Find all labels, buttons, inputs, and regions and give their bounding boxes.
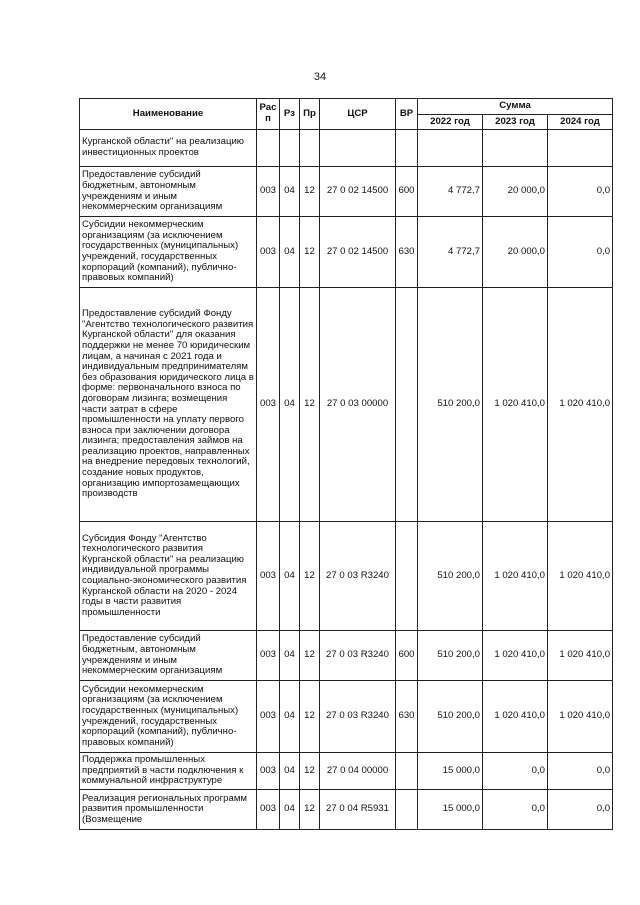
cell-y2022: 4 772,7 — [418, 217, 483, 288]
cell-y2024: 1 020 410,0 — [548, 681, 613, 753]
cell-name: Предоставление субсидий бюджетным, автономным учреждениям и иным некоммерческим организациям — [80, 631, 257, 681]
cell-ras: 003 — [257, 522, 280, 631]
cell-y2024: 0,0 — [548, 753, 613, 790]
cell-rz: 04 — [280, 790, 300, 830]
table-row — [80, 681, 613, 753]
header-2023: 2023 год — [483, 115, 548, 130]
table-row — [80, 753, 613, 790]
cell-rz: 04 — [280, 167, 300, 217]
cell-vr: 630 — [396, 217, 418, 288]
cell-y2024: 0,0 — [548, 167, 613, 217]
cell-csr: 27 0 02 14500 — [320, 167, 396, 217]
cell-rz: 04 — [280, 681, 300, 753]
cell-vr: 600 — [396, 167, 418, 217]
cell-pr — [300, 130, 320, 167]
cell-y2023: 0,0 — [483, 790, 548, 830]
cell-ras — [257, 130, 280, 167]
cell-ras: 003 — [257, 288, 280, 522]
cell-name: Реализация региональных программ развития промышленности (Возмещение — [80, 790, 257, 830]
cell-vr — [396, 790, 418, 830]
cell-y2024: 1 020 410,0 — [548, 631, 613, 681]
cell-rz — [280, 130, 300, 167]
cell-ras: 003 — [257, 753, 280, 790]
table-row — [80, 522, 613, 631]
cell-pr: 12 — [300, 217, 320, 288]
cell-y2022 — [418, 130, 483, 167]
header-2024: 2024 год — [548, 115, 613, 130]
table-row — [80, 631, 613, 681]
cell-y2024: 1 020 410,0 — [548, 522, 613, 631]
cell-y2022: 510 200,0 — [418, 288, 483, 522]
cell-y2022: 15 000,0 — [418, 790, 483, 830]
cell-y2023: 1 020 410,0 — [483, 288, 548, 522]
cell-y2023: 20 000,0 — [483, 167, 548, 217]
table-row — [80, 167, 613, 217]
cell-pr: 12 — [300, 681, 320, 753]
cell-vr: 600 — [396, 631, 418, 681]
cell-pr: 12 — [300, 631, 320, 681]
header-csr: ЦСР — [320, 99, 396, 130]
cell-y2024: 0,0 — [548, 790, 613, 830]
header-pr: Пр — [300, 99, 320, 130]
cell-csr: 27 0 04 00000 — [320, 753, 396, 790]
table-row — [80, 217, 613, 288]
cell-rz: 04 — [280, 217, 300, 288]
cell-csr — [320, 130, 396, 167]
cell-csr: 27 0 03 00000 — [320, 288, 396, 522]
header-name: Наименование — [80, 99, 257, 130]
cell-csr: 27 0 03 R3240 — [320, 522, 396, 631]
cell-ras: 003 — [257, 217, 280, 288]
cell-y2022: 15 000,0 — [418, 753, 483, 790]
table-row — [80, 790, 613, 830]
cell-csr: 27 0 04 R5931 — [320, 790, 396, 830]
cell-y2022: 510 200,0 — [418, 631, 483, 681]
table-row — [80, 288, 613, 522]
cell-rz: 04 — [280, 288, 300, 522]
cell-y2024: 0,0 — [548, 217, 613, 288]
cell-ras: 003 — [257, 790, 280, 830]
cell-vr — [396, 522, 418, 631]
cell-vr: 630 — [396, 681, 418, 753]
cell-csr: 27 0 03 R3240 — [320, 681, 396, 753]
header-vr: ВР — [396, 99, 418, 130]
cell-y2022: 510 200,0 — [418, 522, 483, 631]
cell-name: Субсидии некоммерческим организациям (за исключением государственных (муниципальных) учреждений, государственных корпораций (компаний), публично-правовых компаний) — [80, 217, 257, 288]
table-row — [80, 130, 613, 167]
cell-y2023: 1 020 410,0 — [483, 631, 548, 681]
cell-y2023 — [483, 130, 548, 167]
cell-vr — [396, 753, 418, 790]
cell-ras: 003 — [257, 681, 280, 753]
cell-y2024: 1 020 410,0 — [548, 288, 613, 522]
cell-y2023: 0,0 — [483, 753, 548, 790]
table-body — [80, 130, 613, 830]
cell-pr: 12 — [300, 522, 320, 631]
cell-name: Субсидия Фонду "Агентство технологического развития Курганской области" на реализацию индивидуальной программы социально-экономического развития Курганской области на 2020 - 2024 годы в части развития промышленности — [80, 522, 257, 631]
cell-y2023: 1 020 410,0 — [483, 681, 548, 753]
budget-table — [79, 98, 613, 830]
cell-ras: 003 — [257, 631, 280, 681]
header-rz: Рз — [280, 99, 300, 130]
cell-y2022: 510 200,0 — [418, 681, 483, 753]
cell-csr: 27 0 02 14500 — [320, 217, 396, 288]
cell-name: Предоставление субсидий бюджетным, автономным учреждениям и иным некоммерческим организациям — [80, 167, 257, 217]
cell-vr — [396, 130, 418, 167]
cell-name: Субсидии некоммерческим организациям (за исключением государственных (муниципальных) учреждений, государственных корпораций (компаний), публично-правовых компаний) — [80, 681, 257, 753]
cell-rz: 04 — [280, 631, 300, 681]
cell-rz: 04 — [280, 522, 300, 631]
cell-y2024 — [548, 130, 613, 167]
cell-pr: 12 — [300, 790, 320, 830]
cell-rz: 04 — [280, 753, 300, 790]
page-number: 34 — [313, 71, 327, 83]
cell-y2023: 20 000,0 — [483, 217, 548, 288]
cell-name: Поддержка промышленных предприятий в части подключения к коммунальной инфраструктуре — [80, 753, 257, 790]
cell-vr — [396, 288, 418, 522]
header-ras: Рас п — [257, 99, 280, 130]
header-sum: Сумма — [418, 99, 613, 115]
cell-y2022: 4 772,7 — [418, 167, 483, 217]
cell-csr: 27 0 03 R3240 — [320, 631, 396, 681]
cell-pr: 12 — [300, 753, 320, 790]
header-2022: 2022 год — [418, 115, 483, 130]
cell-name: Курганской области" на реализацию инвестиционных проектов — [80, 130, 257, 167]
cell-y2023: 1 020 410,0 — [483, 522, 548, 631]
cell-name: Предоставление субсидий Фонду "Агентство технологического развития Курганской области" для оказания поддержки не менее 70 юридическим лицам, а начиная с 2021 года и индивидуальным предпринимателям без образования юридического лица в форме: первоначального взноса по договорам лизинга; возмещения части затрат в сфере промышленности на уплату первого взноса при заключении договора лизинга; предоставления займов на реализацию проектов, направленных на внедрение передовых технологий, создание новых продуктов, организацию импортозамещающих производств — [80, 288, 257, 522]
cell-pr: 12 — [300, 167, 320, 217]
cell-pr: 12 — [300, 288, 320, 522]
cell-ras: 003 — [257, 167, 280, 217]
